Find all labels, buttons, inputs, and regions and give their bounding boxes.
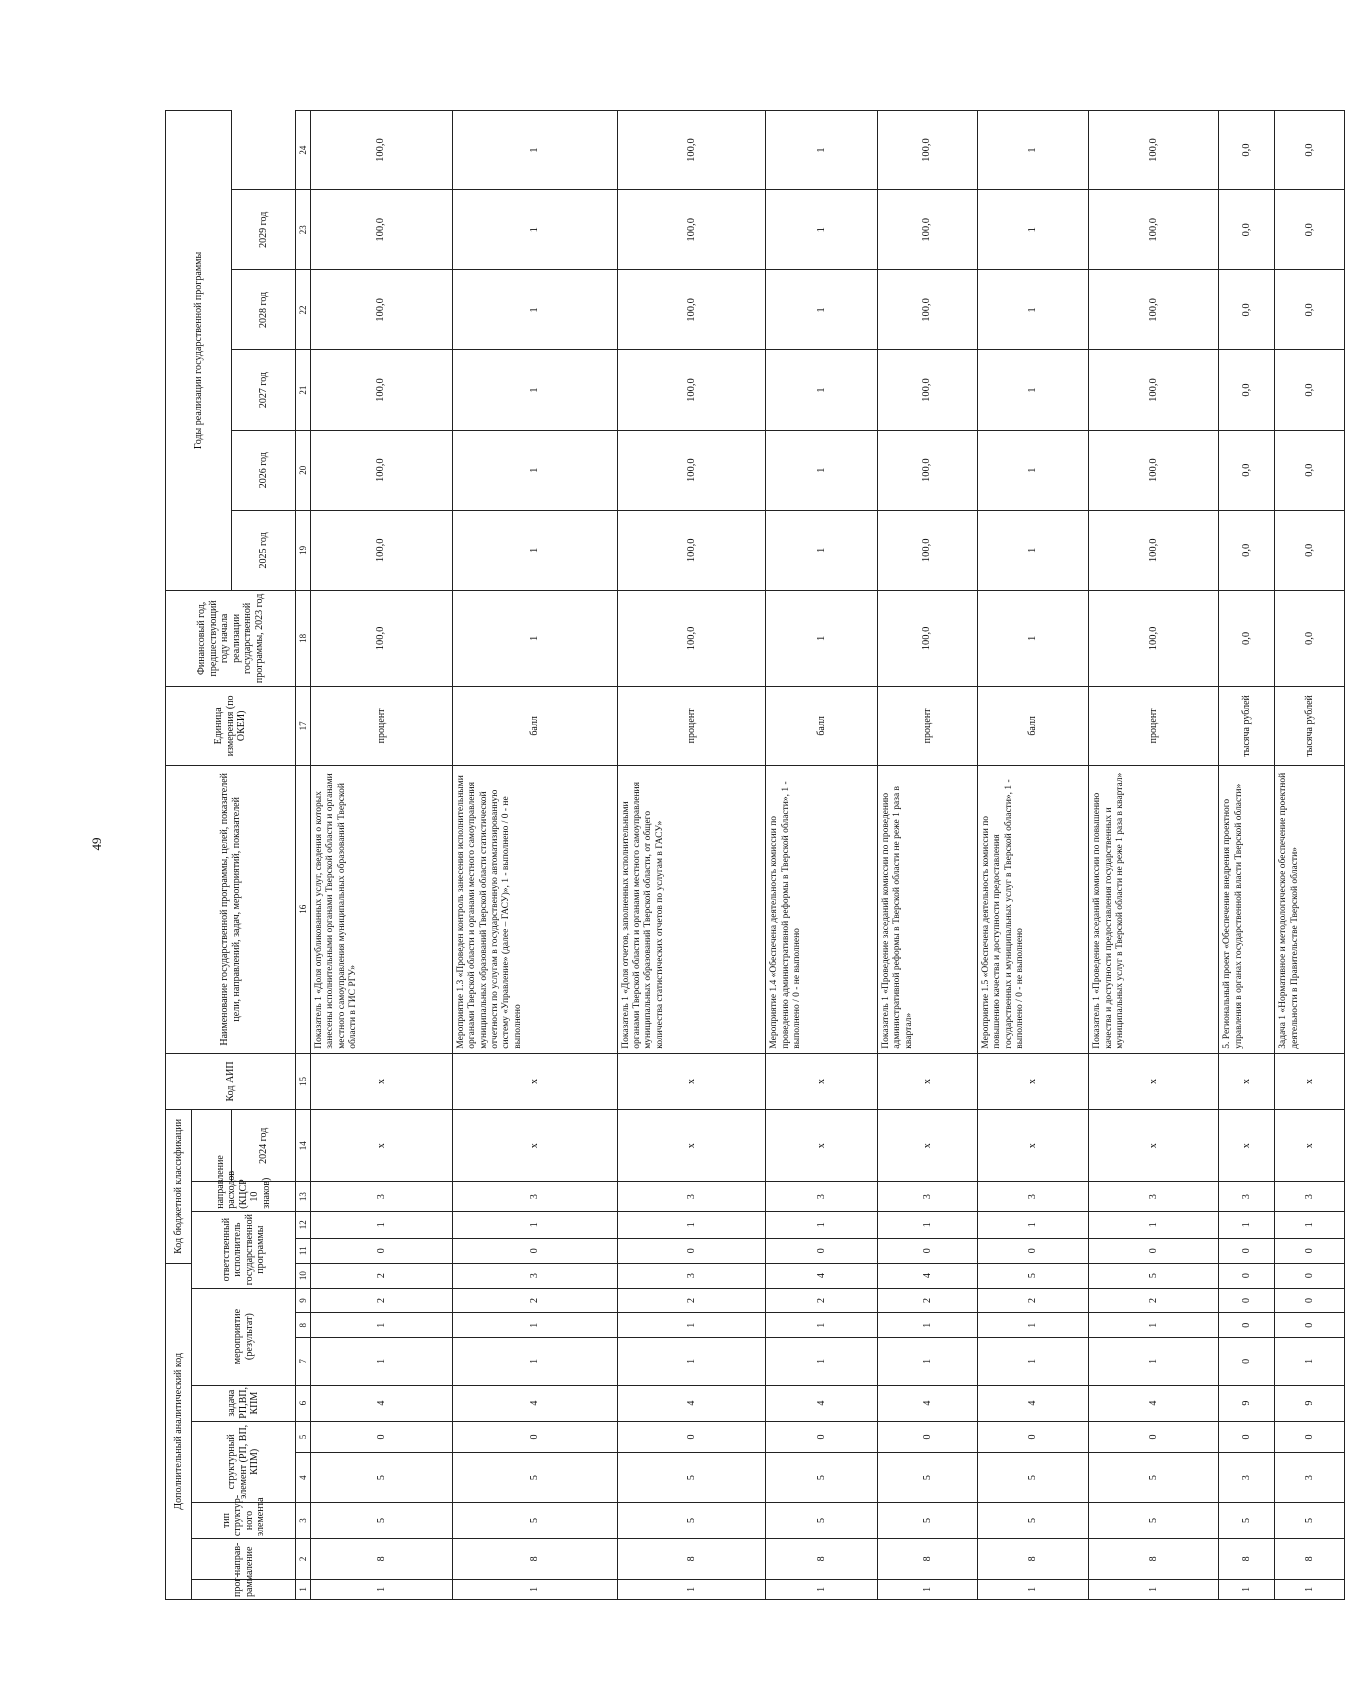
- value-year: 1: [766, 510, 878, 590]
- header-zadacha: задача РП,ВП, КПМ: [192, 1385, 296, 1421]
- col-num: 24: [296, 111, 311, 190]
- code-cell: 8: [617, 1539, 766, 1580]
- code-cell: 1: [452, 1313, 617, 1338]
- code-cell: х: [1275, 1110, 1345, 1182]
- code-cell: 8: [1089, 1539, 1219, 1580]
- code-cell: 5: [877, 1502, 977, 1538]
- code-cell: 5: [1275, 1502, 1345, 1538]
- value-prev-year: 0,0: [1219, 590, 1275, 686]
- value-year: 100,0: [1089, 350, 1219, 430]
- code-cell: 2: [311, 1288, 453, 1313]
- code-cell: 1: [1089, 1579, 1219, 1599]
- code-cell: 0: [1219, 1238, 1275, 1263]
- col-num: 13: [296, 1182, 311, 1211]
- value-year: 100,0: [311, 270, 453, 350]
- header-years-group: Годы реализации государственной программы: [166, 111, 232, 591]
- table-row: [766, 111, 878, 1600]
- row-unit: процент: [311, 686, 453, 765]
- code-cell: 1: [877, 1211, 977, 1238]
- value-year: 100,0: [877, 430, 977, 510]
- code-cell: 0: [617, 1238, 766, 1263]
- value-year: 100,0: [311, 430, 453, 510]
- value-prev-year: 100,0: [311, 590, 453, 686]
- code-cell: 2: [617, 1288, 766, 1313]
- header-meropriyatie: мероприятие (результат): [192, 1288, 296, 1385]
- code-cell: 1: [1275, 1579, 1345, 1599]
- header-year-2026: 2026 год: [232, 430, 296, 510]
- code-cell: 0: [977, 1421, 1089, 1453]
- value-prev-year: 1: [766, 590, 878, 686]
- code-cell: 5: [452, 1453, 617, 1503]
- code-cell: 1: [977, 1211, 1089, 1238]
- code-cell: 2: [311, 1263, 453, 1288]
- code-cell: 1: [617, 1313, 766, 1338]
- col-num: 3: [296, 1502, 311, 1538]
- row-unit: процент: [877, 686, 977, 765]
- header-napravlenie: направ-ление: [192, 1539, 296, 1580]
- code-cell: 2: [877, 1288, 977, 1313]
- code-cell: 1: [311, 1313, 453, 1338]
- program-table: [165, 110, 1345, 1600]
- value-year: 0,0: [1219, 350, 1275, 430]
- code-cell: х: [1089, 1053, 1219, 1109]
- value-year: 1: [766, 430, 878, 510]
- code-cell: 5: [877, 1453, 977, 1503]
- code-cell: х: [617, 1053, 766, 1109]
- header-otv-isp: ответственный исполнитель государственной программы: [192, 1211, 296, 1288]
- code-cell: 1: [877, 1579, 977, 1599]
- value-year: 100,0: [311, 510, 453, 590]
- code-cell: 5: [977, 1502, 1089, 1538]
- code-cell: 4: [877, 1385, 977, 1421]
- value-year: 1: [977, 510, 1089, 590]
- code-cell: 8: [452, 1539, 617, 1580]
- value-year: 0,0: [1275, 430, 1345, 510]
- col-num: 10: [296, 1263, 311, 1288]
- code-cell: 1: [1219, 1579, 1275, 1599]
- code-cell: х: [617, 1110, 766, 1182]
- header-year-2027: 2027 год: [232, 350, 296, 430]
- col-num: 19: [296, 510, 311, 590]
- code-cell: 3: [977, 1182, 1089, 1211]
- value-year: 100,0: [1089, 430, 1219, 510]
- value-year: 0,0: [1219, 270, 1275, 350]
- code-cell: 1: [766, 1338, 878, 1385]
- code-cell: 4: [452, 1385, 617, 1421]
- code-cell: 0: [766, 1238, 878, 1263]
- code-cell: 5: [617, 1502, 766, 1538]
- code-cell: х: [977, 1053, 1089, 1109]
- code-cell: 3: [766, 1182, 878, 1211]
- value-year: 1: [452, 111, 617, 190]
- code-cell: 3: [1275, 1182, 1345, 1211]
- table-row: [1089, 111, 1219, 1600]
- row-name: Показатель 1 «Проведение заседаний комиссии по проведению административной реформы в Тверской области не реже 1 раза в квартал»: [877, 765, 977, 1053]
- code-cell: 9: [1275, 1385, 1345, 1421]
- value-year: 1: [977, 190, 1089, 270]
- row-name: Мероприятие 1.5 «Обеспечена деятельность комиссии по повышению качества и доступности предоставления государственных и муниципальных услуг в Тверской области», 1 - выполнено / 0 - не выполнено: [977, 765, 1089, 1053]
- code-cell: 0: [1275, 1288, 1345, 1313]
- col-num: 5: [296, 1421, 311, 1453]
- header-name: Наименование государственной программы, целей, показателей цели, направлений, задач, мероприятий, показателей: [166, 765, 296, 1053]
- code-cell: 1: [977, 1579, 1089, 1599]
- row-unit: балл: [766, 686, 878, 765]
- value-prev-year: 100,0: [1089, 590, 1219, 686]
- code-cell: 0: [311, 1238, 453, 1263]
- code-cell: 0: [1275, 1421, 1345, 1453]
- code-cell: 2: [1089, 1288, 1219, 1313]
- col-num: 12: [296, 1211, 311, 1238]
- code-cell: 1: [1089, 1313, 1219, 1338]
- value-year: 100,0: [877, 190, 977, 270]
- value-year: 1: [452, 430, 617, 510]
- row-name: Показатель 1 «Доля отчетов, заполненных исполнительными органами Тверской области и органами местного самоуправления муниципальных образований Тверской области, от общего количества статистических отчетов по услугам в ГАСУ»: [617, 765, 766, 1053]
- row-unit: процент: [617, 686, 766, 765]
- code-cell: 0: [1275, 1313, 1345, 1338]
- code-cell: 0: [1219, 1263, 1275, 1288]
- code-cell: 5: [1089, 1502, 1219, 1538]
- value-year: 100,0: [1089, 510, 1219, 590]
- value-year: 100,0: [617, 350, 766, 430]
- value-prev-year: 0,0: [1275, 590, 1345, 686]
- value-year: 100,0: [311, 350, 453, 430]
- code-cell: х: [452, 1110, 617, 1182]
- row-unit: тысяча рублей: [1275, 686, 1345, 765]
- code-cell: 5: [452, 1502, 617, 1538]
- rotated-table-container: [165, 110, 1345, 1600]
- code-cell: 0: [452, 1238, 617, 1263]
- col-num: 7: [296, 1338, 311, 1385]
- header-year-2029: 2029 год: [232, 190, 296, 270]
- value-year: 100,0: [617, 430, 766, 510]
- code-cell: 1: [766, 1313, 878, 1338]
- value-year: 1: [977, 430, 1089, 510]
- row-name: Показатель 1 «Проведение заседаний комиссии по повышению качества и доступности предоставления государственных и муниципальных услуг в Тверской области не реже 1 раза в квартал»: [1089, 765, 1219, 1053]
- value-year: 1: [977, 350, 1089, 430]
- code-cell: 1: [766, 1211, 878, 1238]
- code-cell: 3: [617, 1182, 766, 1211]
- code-cell: 4: [617, 1385, 766, 1421]
- value-year: 1: [766, 350, 878, 430]
- value-year: 0,0: [1275, 190, 1345, 270]
- table-row: [452, 111, 617, 1600]
- value-year: 100,0: [311, 111, 453, 190]
- code-cell: 0: [1275, 1238, 1345, 1263]
- value-year: 100,0: [877, 510, 977, 590]
- code-cell: 8: [1275, 1539, 1345, 1580]
- row-unit: балл: [977, 686, 1089, 765]
- value-year: 1: [452, 350, 617, 430]
- header-tip: тип структур-ного элемента: [192, 1502, 296, 1538]
- row-name: Мероприятие 1.3 «Проведен контроль занесения исполнительными органами Тверской области и органами местного самоуправления муниципальных образований Тверской области статистической отчетности по услугам в государственную автоматизированную систему «Управление» (далее – ГАСУ)», 1 - выполнено / 0 - не выполнено: [452, 765, 617, 1053]
- col-num: 23: [296, 190, 311, 270]
- table-row: [977, 111, 1089, 1600]
- code-cell: х: [311, 1053, 453, 1109]
- code-cell: 0: [1089, 1421, 1219, 1453]
- page-number: 49: [89, 837, 104, 851]
- code-cell: 0: [766, 1421, 878, 1453]
- value-year: 100,0: [1089, 270, 1219, 350]
- value-year: 1: [766, 111, 878, 190]
- code-cell: 9: [1219, 1385, 1275, 1421]
- code-cell: 3: [1219, 1453, 1275, 1503]
- value-year: 100,0: [617, 270, 766, 350]
- value-prev-year: 1: [977, 590, 1089, 686]
- code-cell: 0: [877, 1421, 977, 1453]
- code-cell: 1: [1089, 1338, 1219, 1385]
- code-cell: 1: [617, 1211, 766, 1238]
- value-year: 100,0: [617, 111, 766, 190]
- code-cell: 4: [311, 1385, 453, 1421]
- value-year: 100,0: [311, 190, 453, 270]
- col-num: 8: [296, 1313, 311, 1338]
- code-cell: 0: [1219, 1288, 1275, 1313]
- row-unit: балл: [452, 686, 617, 765]
- header-programma: прог-рамма: [192, 1579, 296, 1599]
- table-row: [877, 111, 977, 1600]
- value-year: 100,0: [877, 350, 977, 430]
- code-cell: 0: [977, 1238, 1089, 1263]
- code-cell: х: [766, 1053, 878, 1109]
- header-struct-el: структурный элемент (РП, ВП, КПМ): [192, 1421, 296, 1502]
- col-num: 22: [296, 270, 311, 350]
- code-cell: 4: [766, 1263, 878, 1288]
- code-cell: 3: [452, 1263, 617, 1288]
- code-cell: 1: [977, 1313, 1089, 1338]
- code-cell: 1: [311, 1579, 453, 1599]
- code-cell: 8: [877, 1539, 977, 1580]
- col-num: 9: [296, 1288, 311, 1313]
- header-group-kbk: Код бюджетной классификации: [166, 1110, 192, 1264]
- code-cell: 0: [1275, 1263, 1345, 1288]
- header-year-2028: 2028 год: [232, 270, 296, 350]
- value-year: 1: [977, 111, 1089, 190]
- header-prev-year: Финансовый год, предшествующий году начала реализации государственной программы, 2023 год: [166, 590, 296, 686]
- col-num: 15: [296, 1053, 311, 1109]
- code-cell: 3: [877, 1182, 977, 1211]
- value-year: 1: [766, 270, 878, 350]
- row-unit: процент: [1089, 686, 1219, 765]
- value-year: 1: [452, 190, 617, 270]
- value-prev-year: 100,0: [617, 590, 766, 686]
- value-year: 0,0: [1219, 430, 1275, 510]
- row-name: Мероприятие 1.4 «Обеспечена деятельность комиссии по проведению административной реформы в Тверской области», 1 - выполнено / 0 - не выполнено: [766, 765, 878, 1053]
- code-cell: 1: [452, 1211, 617, 1238]
- code-cell: 1: [1219, 1211, 1275, 1238]
- code-cell: 1: [1089, 1211, 1219, 1238]
- code-cell: х: [1089, 1110, 1219, 1182]
- value-year: 0,0: [1275, 510, 1345, 590]
- value-year: 100,0: [1089, 111, 1219, 190]
- code-cell: 8: [1219, 1539, 1275, 1580]
- value-year: 0,0: [1219, 111, 1275, 190]
- code-cell: 0: [877, 1238, 977, 1263]
- value-prev-year: 100,0: [877, 590, 977, 686]
- col-num: 18: [296, 590, 311, 686]
- code-cell: 1: [617, 1338, 766, 1385]
- row-name: Показатель 1 «Доля опубликованных услуг, сведения о которых занесены исполнительными органами Тверской области и органами местного самоуправления муниципальных образований Тверской области в ГИС РГУ»: [311, 765, 453, 1053]
- value-year: 1: [766, 190, 878, 270]
- row-unit: тысяча рублей: [1219, 686, 1275, 765]
- code-cell: 5: [617, 1453, 766, 1503]
- code-cell: х: [311, 1110, 453, 1182]
- code-cell: 5: [1219, 1502, 1275, 1538]
- code-cell: 3: [1275, 1453, 1345, 1503]
- col-num: 2: [296, 1539, 311, 1580]
- col-num: 20: [296, 430, 311, 510]
- value-year: 0,0: [1275, 270, 1345, 350]
- col-num: 6: [296, 1385, 311, 1421]
- code-cell: х: [1219, 1110, 1275, 1182]
- code-cell: 1: [1275, 1338, 1345, 1385]
- code-cell: 0: [1089, 1238, 1219, 1263]
- header-unit: Единица измерения (по ОКЕИ): [166, 686, 296, 765]
- code-cell: 1: [877, 1313, 977, 1338]
- code-cell: 8: [977, 1539, 1089, 1580]
- code-cell: 1: [877, 1338, 977, 1385]
- table-body: [311, 111, 1345, 1600]
- code-cell: 5: [977, 1453, 1089, 1503]
- code-cell: 5: [311, 1453, 453, 1503]
- value-year: 0,0: [1275, 350, 1345, 430]
- value-year: 100,0: [877, 111, 977, 190]
- header-year-2025: 2025 год: [232, 510, 296, 590]
- value-year: 0,0: [1219, 510, 1275, 590]
- code-cell: 1: [977, 1338, 1089, 1385]
- code-cell: 1: [617, 1579, 766, 1599]
- code-cell: 1: [452, 1579, 617, 1599]
- code-cell: 5: [311, 1502, 453, 1538]
- col-num: 4: [296, 1453, 311, 1503]
- code-cell: 0: [311, 1421, 453, 1453]
- header-napr-rashodov: направление расходов (КЦСР 10 знаков): [192, 1182, 296, 1211]
- value-prev-year: 1: [452, 590, 617, 686]
- col-num: 21: [296, 350, 311, 430]
- code-cell: 4: [766, 1385, 878, 1421]
- code-cell: 3: [1089, 1182, 1219, 1211]
- code-cell: 5: [977, 1263, 1089, 1288]
- value-year: 100,0: [877, 270, 977, 350]
- code-cell: 2: [977, 1288, 1089, 1313]
- code-cell: х: [1275, 1053, 1345, 1109]
- table-row: [311, 111, 453, 1600]
- value-year: 100,0: [617, 190, 766, 270]
- code-cell: х: [766, 1110, 878, 1182]
- value-year: 0,0: [1219, 190, 1275, 270]
- code-cell: 8: [766, 1539, 878, 1580]
- col-num: 1: [296, 1579, 311, 1599]
- code-cell: 2: [766, 1288, 878, 1313]
- value-year: 1: [452, 510, 617, 590]
- value-year: 1: [977, 270, 1089, 350]
- table-row: [1219, 111, 1275, 1600]
- code-cell: х: [877, 1110, 977, 1182]
- code-cell: 1: [311, 1338, 453, 1385]
- code-cell: 0: [1219, 1338, 1275, 1385]
- code-cell: 0: [617, 1421, 766, 1453]
- code-cell: 1: [766, 1579, 878, 1599]
- code-cell: 3: [311, 1182, 453, 1211]
- code-cell: 4: [977, 1385, 1089, 1421]
- col-num: 14: [296, 1110, 311, 1182]
- value-year: 100,0: [1089, 190, 1219, 270]
- table-row: [617, 111, 766, 1600]
- col-num: 17: [296, 686, 311, 765]
- col-num: 11: [296, 1238, 311, 1263]
- code-cell: 0: [1219, 1313, 1275, 1338]
- row-name: Задача 1 «Нормативное и методологическое обеспечение проектной деятельности в Правительстве Тверской области»: [1275, 765, 1345, 1053]
- header-group-dak: Дополнительный аналитический код: [166, 1263, 192, 1599]
- value-year: 0,0: [1275, 111, 1345, 190]
- code-cell: 0: [1219, 1421, 1275, 1453]
- code-cell: 5: [1089, 1263, 1219, 1288]
- code-cell: 5: [766, 1502, 878, 1538]
- code-cell: 5: [1089, 1453, 1219, 1503]
- code-cell: 1: [452, 1338, 617, 1385]
- code-cell: 5: [766, 1453, 878, 1503]
- code-cell: 2: [452, 1288, 617, 1313]
- table-row: [1275, 111, 1345, 1600]
- row-name: 5. Региональный проект «Обеспечение внедрения проектного управления в органах государственной власти Тверской области»: [1219, 765, 1275, 1053]
- value-year: 100,0: [617, 510, 766, 590]
- code-cell: 1: [311, 1211, 453, 1238]
- code-cell: 3: [1219, 1182, 1275, 1211]
- code-cell: х: [877, 1053, 977, 1109]
- header-kod-aip: Код АИП: [166, 1053, 296, 1109]
- code-cell: х: [1219, 1053, 1275, 1109]
- value-year: 1: [452, 270, 617, 350]
- col-num: 16: [296, 765, 311, 1053]
- code-cell: 8: [311, 1539, 453, 1580]
- code-cell: х: [452, 1053, 617, 1109]
- code-cell: 1: [1275, 1211, 1345, 1238]
- column-number-row: [296, 111, 311, 1600]
- code-cell: 0: [452, 1421, 617, 1453]
- code-cell: 4: [877, 1263, 977, 1288]
- code-cell: х: [977, 1110, 1089, 1182]
- code-cell: 4: [1089, 1385, 1219, 1421]
- code-cell: 3: [617, 1263, 766, 1288]
- code-cell: 3: [452, 1182, 617, 1211]
- header-year-2024: 2024 год: [232, 1110, 296, 1182]
